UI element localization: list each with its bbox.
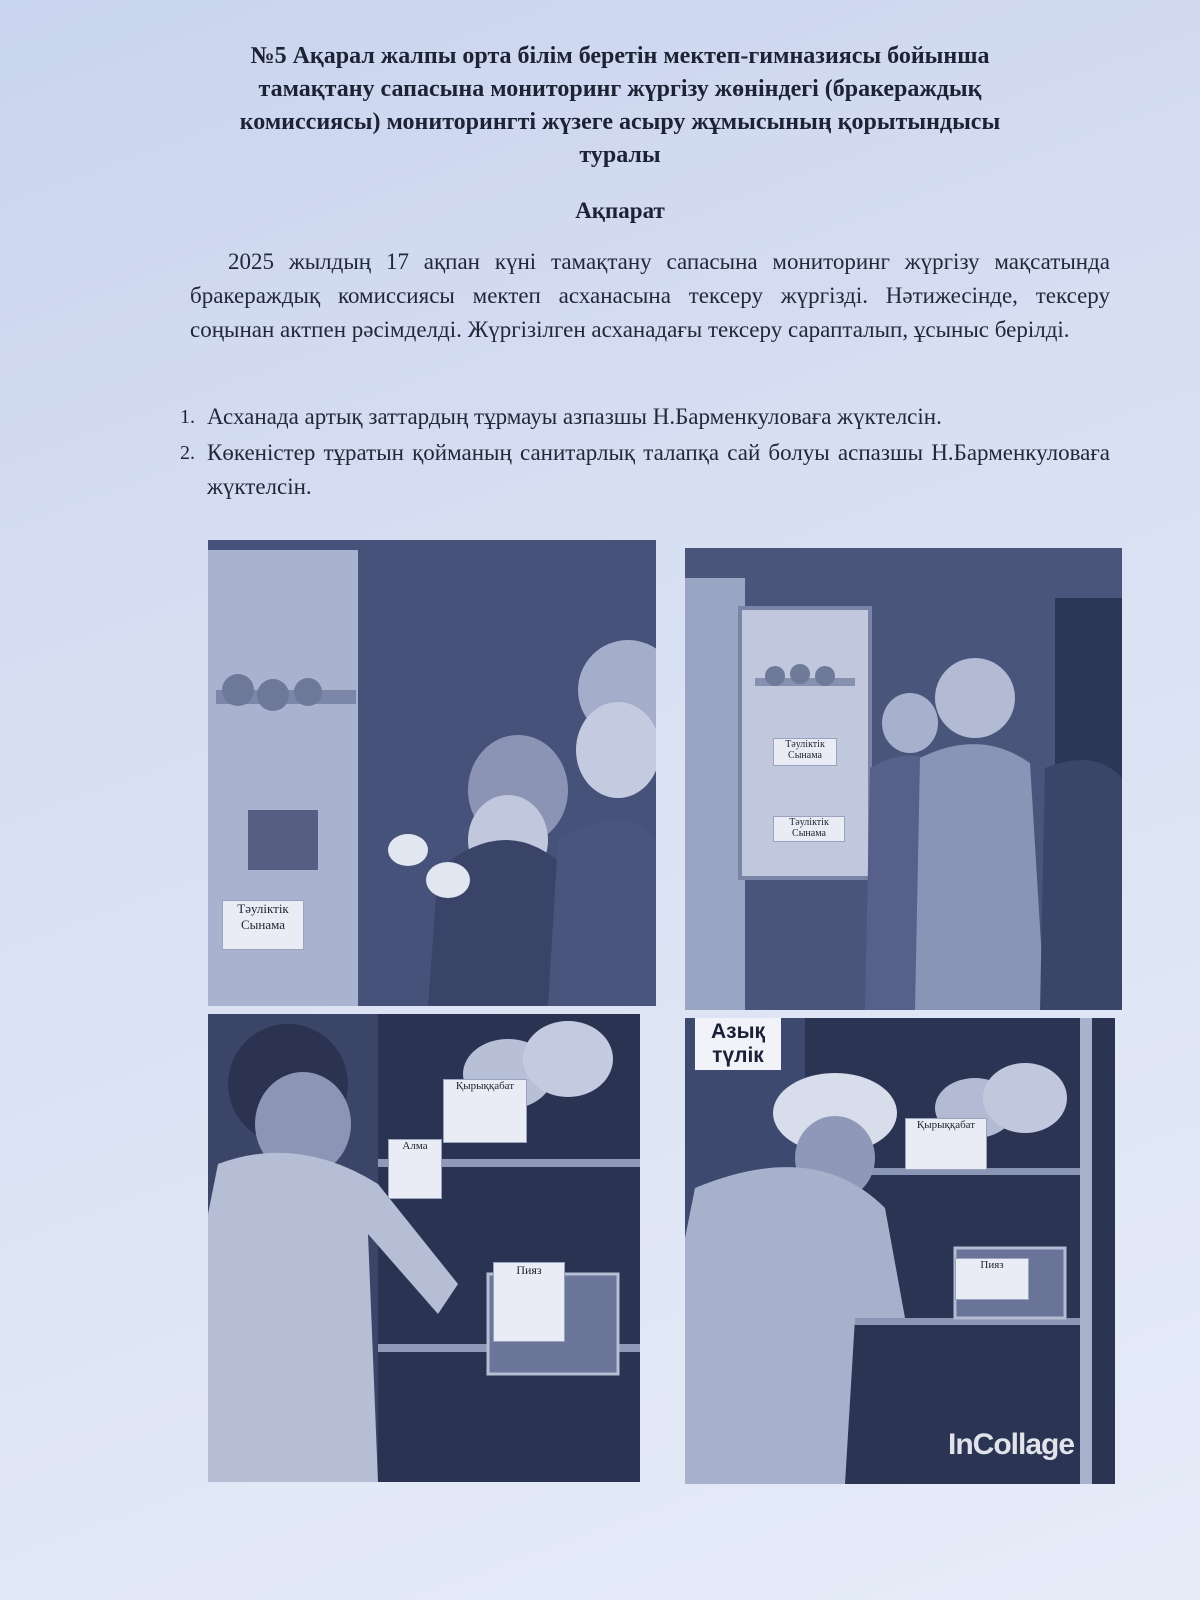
sample-label: Тәуліктік Сынама <box>773 816 845 842</box>
sign-line: түлік <box>712 1044 764 1067</box>
document-subtitle: Ақпарат <box>575 198 665 223</box>
body-paragraph: 2025 жылдың 17 ақпан күні тамақтану сапасына мониторинг жүргізу мақсатында бракераждық комиссиясы мектеп асханасына тексеру жүргізді. Нәтижесінде, тексеру соңынан актпен рәсімделді. Жүргізілген асханадағы тексеру сарапталып, ұсыныс берілді. <box>190 249 1110 342</box>
food-storage-sign <box>695 1018 781 1070</box>
document-title <box>170 40 1070 172</box>
list-number: 2. <box>180 442 195 464</box>
title-line: №5 Ақарал жалпы орта білім беретін мектеп-гимназиясы бойынша <box>250 43 990 69</box>
produce-label: Пияз <box>955 1258 1029 1300</box>
sample-label: Тәуліктік Сынама <box>222 900 304 950</box>
produce-label: Алма <box>388 1139 442 1199</box>
title-line: туралы <box>579 142 661 168</box>
title-line: комиссиясы) мониторингті жүзеге асыру жұмысының қорытындысы <box>239 109 1001 135</box>
title-line: тамақтану сапасына мониторинг жүргізу жөніндегі (бракераждық <box>258 76 982 102</box>
list-text: Асханада артық заттардың тұрмауы азпазшы Н.Барменкуловаға жүктелсін. <box>207 404 942 429</box>
list-item <box>150 436 1110 504</box>
collage-photo-storage-shelf <box>208 1014 640 1482</box>
incollage-watermark: InCollage <box>948 1428 1075 1461</box>
collage-photo-fridge-inspection <box>208 540 656 1006</box>
list-number: 1. <box>180 406 195 428</box>
list-item <box>150 400 1110 434</box>
recommendation-list <box>150 400 1110 506</box>
sample-label: Тәуліктік Сынама <box>773 738 837 766</box>
produce-label: Пияз <box>493 1262 565 1342</box>
list-text: Көкеністер тұратын қойманың санитарлық талапқа сай болуы аспазшы Н.Барменкуловаға жүктелсін. <box>207 440 1110 499</box>
produce-label: Қырыққабат <box>905 1118 987 1170</box>
produce-label: Қырыққабат <box>443 1079 527 1143</box>
sign-line: Азық <box>710 1020 766 1043</box>
collage-photo-open-fridge <box>685 548 1122 1010</box>
collage-photo-food-storage <box>685 1018 1115 1484</box>
